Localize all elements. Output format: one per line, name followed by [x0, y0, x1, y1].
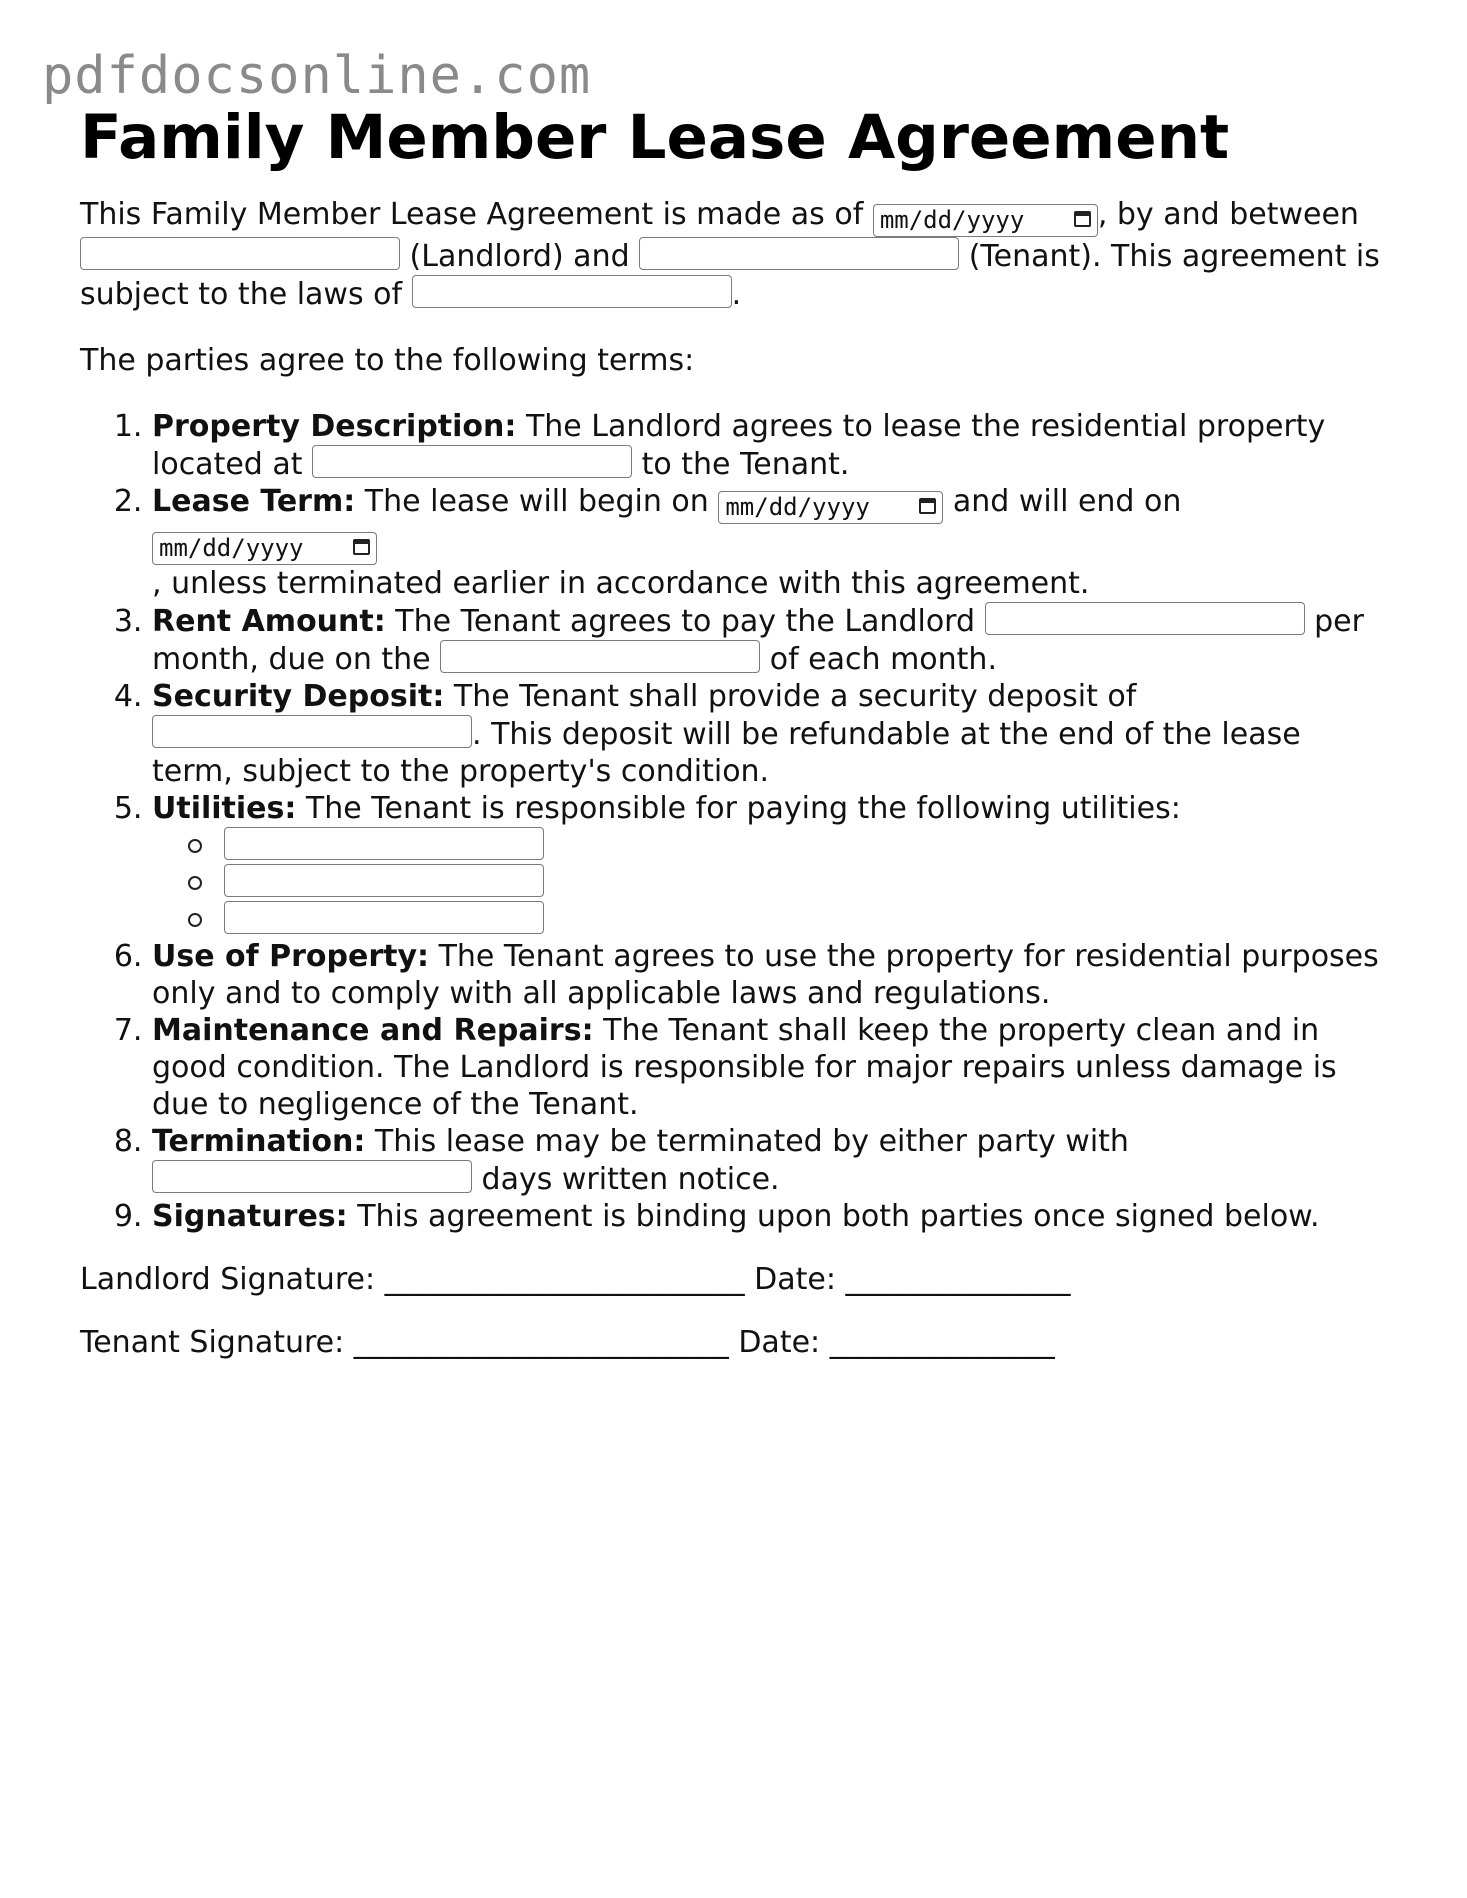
term-text: of each month.	[769, 642, 997, 677]
intro-text-1: This Family Member Lease Agreement is made as of	[80, 197, 864, 232]
term-text: The Tenant shall provide a security deposit of	[453, 679, 1137, 714]
tenant-signature-line[interactable]: _________________________	[353, 1325, 729, 1360]
calendar-icon[interactable]	[919, 498, 936, 514]
term-maintenance	[152, 1012, 1390, 1123]
lease-end-date-field[interactable]	[152, 532, 377, 565]
term-signatures	[152, 1198, 1390, 1235]
list-item	[224, 827, 1390, 864]
term-heading: Signatures:	[152, 1199, 348, 1234]
term-text: The Tenant agrees to use the property for residential purposes only and to comply with all applicable laws and regulations.	[152, 939, 1379, 1011]
term-heading: Property Description:	[152, 409, 517, 444]
term-text: The Tenant is responsible for paying the following utilities:	[305, 791, 1181, 826]
term-text: , unless terminated earlier in accordance with this agreement.	[152, 566, 1090, 601]
circle-bullet-icon	[188, 876, 202, 890]
term-text: This agreement is binding upon both parties once signed below.	[357, 1199, 1320, 1234]
intro-text-4: (Tenant). This agreement is subject to the laws of	[80, 239, 1380, 312]
landlord-signature-row	[80, 1261, 1390, 1298]
utility-field-1[interactable]	[224, 827, 544, 860]
term-text: The Tenant shall keep the property clean and in good condition. The Landlord is responsible for major repairs unless damage is due to negligence of the Tenant.	[152, 1013, 1337, 1122]
calendar-icon[interactable]	[1074, 211, 1091, 227]
term-property-description	[152, 408, 1390, 483]
calendar-icon[interactable]	[353, 539, 370, 555]
term-rent-amount	[152, 602, 1390, 678]
tenant-name-field[interactable]	[639, 237, 959, 270]
date-placeholder: mm/dd/yyyy	[725, 493, 870, 521]
rent-amount-field[interactable]	[985, 602, 1305, 635]
rent-due-day-field[interactable]	[440, 640, 760, 673]
terms-list	[80, 408, 1390, 1235]
terms-lead: The parties agree to the following terms:	[80, 343, 695, 378]
utilities-list	[152, 827, 1390, 938]
date-placeholder: mm/dd/yyyy	[159, 534, 304, 562]
tenant-date-label: Date:	[738, 1325, 821, 1360]
utility-field-2[interactable]	[224, 864, 544, 897]
term-heading: Security Deposit:	[152, 679, 445, 714]
term-text: The Landlord agrees to lease the residential property located at	[152, 409, 1326, 482]
term-text: . This deposit will be refundable at the end of the lease term, subject to the property's condition.	[152, 717, 1301, 789]
intro-paragraph	[80, 196, 1390, 313]
term-heading: Maintenance and Repairs:	[152, 1013, 594, 1048]
term-use-of-property	[152, 938, 1390, 1012]
security-deposit-field[interactable]	[152, 715, 472, 748]
utility-field-3[interactable]	[224, 901, 544, 934]
date-placeholder: mm/dd/yyyy	[879, 206, 1025, 234]
intro-text-3: (Landlord) and	[409, 239, 630, 274]
term-text: The Tenant agrees to pay the Landlord	[395, 604, 976, 639]
term-text: days written notice.	[481, 1162, 780, 1197]
landlord-date-label: Date:	[754, 1262, 836, 1297]
term-heading: Use of Property:	[152, 939, 430, 974]
term-text: This lease may be terminated by either party with	[374, 1124, 1129, 1159]
term-heading: Lease Term:	[152, 484, 356, 519]
intro-text-5: .	[731, 277, 742, 312]
tenant-date-line[interactable]: _______________	[829, 1325, 1055, 1360]
tenant-signature-row	[80, 1324, 1390, 1361]
notice-days-field[interactable]	[152, 1160, 472, 1193]
landlord-signature-label: Landlord Signature:	[80, 1262, 376, 1297]
tenant-signature-label: Tenant Signature:	[80, 1325, 345, 1360]
term-security-deposit	[152, 678, 1390, 790]
term-text: and will end on	[952, 484, 1182, 519]
governing-law-field[interactable]	[412, 275, 732, 308]
term-text: to the Tenant.	[641, 447, 850, 482]
list-item	[224, 901, 1390, 938]
lease-start-date-field[interactable]	[718, 491, 943, 524]
document-title: Family Member Lease Agreement	[80, 102, 1230, 173]
term-heading: Termination:	[152, 1124, 366, 1159]
list-item	[224, 864, 1390, 901]
agreement-date-field[interactable]	[873, 204, 1098, 237]
circle-bullet-icon	[188, 913, 202, 927]
term-text: per month, due on the	[152, 604, 1364, 677]
term-text: The lease will begin on	[364, 484, 709, 519]
property-address-field[interactable]	[312, 445, 632, 478]
term-lease-term	[152, 483, 1390, 602]
landlord-date-line[interactable]: _______________	[845, 1262, 1071, 1297]
term-utilities	[152, 790, 1390, 938]
term-heading: Utilities:	[152, 791, 297, 826]
intro-text-2: , by and between	[1097, 197, 1359, 232]
landlord-name-field[interactable]	[80, 237, 400, 270]
circle-bullet-icon	[188, 839, 202, 853]
watermark: pdfdocsonline.com	[42, 46, 592, 106]
term-termination	[152, 1123, 1390, 1198]
term-heading: Rent Amount:	[152, 604, 386, 639]
landlord-signature-line[interactable]: ________________________	[384, 1262, 745, 1297]
lease-document	[80, 100, 1390, 1361]
